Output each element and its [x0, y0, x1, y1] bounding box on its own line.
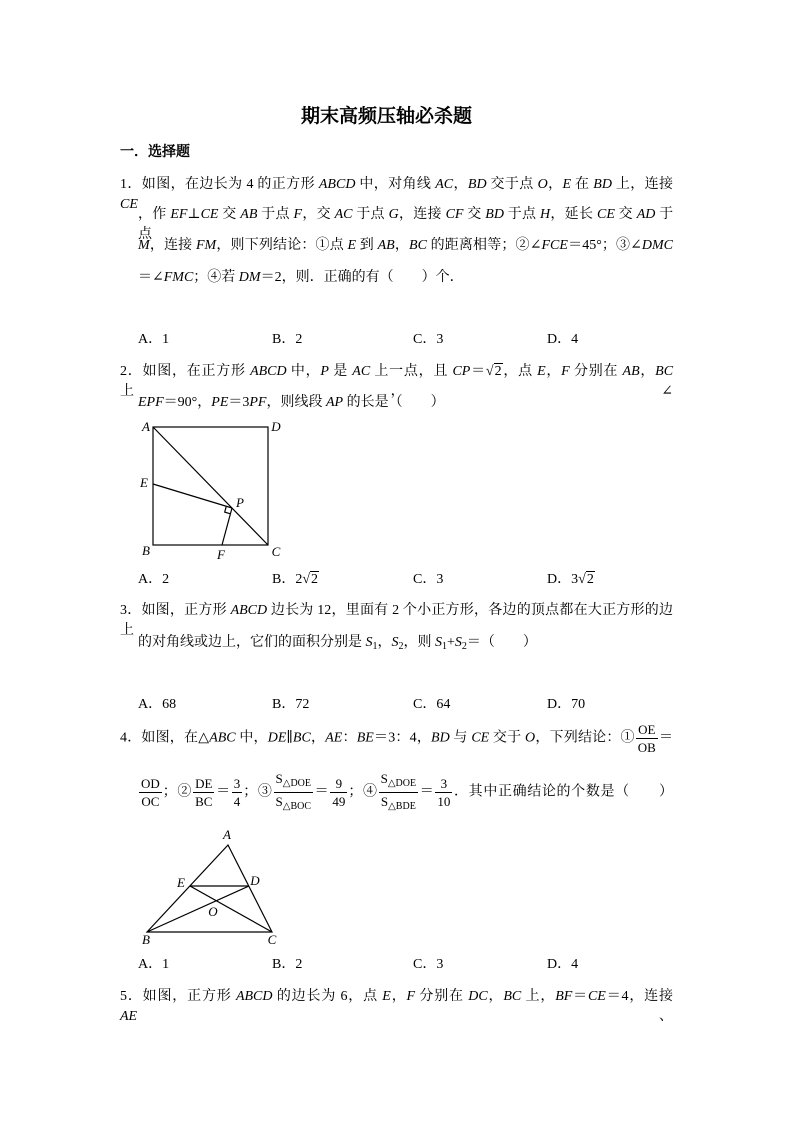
- math-variable: EF: [170, 207, 188, 222]
- math-variable: ABCD: [250, 364, 287, 379]
- fraction-denominator: BC: [195, 794, 213, 809]
- math-variable: CP: [452, 364, 471, 379]
- label-o: O: [208, 904, 218, 919]
- question-1-option-a[interactable]: A．1: [138, 332, 170, 347]
- fraction-denominator: OC: [141, 794, 160, 809]
- label-f: F: [217, 547, 225, 562]
- math-variable: BD: [431, 730, 450, 746]
- math-variable: AD: [636, 207, 656, 222]
- math-variable: BD: [593, 177, 612, 192]
- question-3-line-2: 的对角线或边上，它们的面积分别是 $S_1$，$S_2$，则 $S_1+S_2=$（ ）: [138, 635, 537, 652]
- fraction: [274, 771, 314, 814]
- question-4-triangle-figure: [135, 820, 290, 950]
- question-1-option-c[interactable]: C．3: [413, 332, 444, 347]
- fraction: [232, 776, 243, 809]
- label-e: E: [140, 475, 148, 490]
- question-3-option-d[interactable]: D．70: [547, 697, 586, 712]
- math-variable: AB: [622, 364, 640, 379]
- label-e: E: [177, 875, 185, 890]
- question-3-option-b[interactable]: B．72: [272, 697, 310, 712]
- fraction-denominator: $S_{\triangle BOC}$: [275, 794, 312, 812]
- math-variable: E: [382, 989, 391, 1004]
- question-2-line-2: EPF＝90°，PE＝3PF，则线段 AP 的长是（ ）: [138, 395, 445, 410]
- fraction: [330, 776, 347, 809]
- math-variable: M: [138, 238, 150, 253]
- math-variable: CE: [471, 730, 490, 746]
- diagonal-ac: [153, 427, 268, 545]
- segment-bd: [147, 886, 249, 932]
- question-4-line-1: 4．如图，在△ABC 中，DE∥BC，AE：BE＝3：4，BD 与 CE 交于 O，下列结论：① $\frac{OE}{OB}$ ＝: [120, 722, 674, 755]
- subscript: 2: [398, 641, 404, 652]
- subscript: △DOE: [387, 778, 417, 789]
- question-1-line-3: M，连接 FM，则下列结论：①点 E 到 AB，BC 的距离相等；②∠FCE＝45°；③∠DMC: [138, 238, 674, 253]
- math-variable: FCE: [541, 238, 568, 253]
- subscript: △DOE: [282, 778, 311, 789]
- label-p: P: [236, 495, 244, 510]
- label-d: D: [271, 419, 281, 434]
- math-variable: AC: [435, 177, 454, 192]
- math-variable: ABCD: [230, 603, 268, 618]
- square-root: [302, 571, 319, 587]
- math-variable: PF: [249, 395, 267, 410]
- math-variable: S: [365, 635, 373, 650]
- math-variable: AC: [352, 364, 371, 379]
- fraction-denominator: OB: [637, 740, 656, 755]
- question-3-option-a[interactable]: A．68: [138, 697, 177, 712]
- question-3-line-1: 3．如图，正方形 ABCD 边长为 12，里面有 2 个小正方形，各边的顶点都在大正方形的边上: [120, 603, 673, 638]
- question-4-option-b[interactable]: B．2: [272, 957, 303, 972]
- square-root: [578, 571, 595, 587]
- math-variable: S: [454, 635, 462, 650]
- math-variable: CE: [596, 207, 615, 222]
- question-4-option-c[interactable]: C．3: [413, 957, 444, 972]
- question-3-option-c[interactable]: C．64: [413, 697, 451, 712]
- question-2-option-c[interactable]: C．3: [413, 572, 444, 587]
- subscript: 1: [372, 641, 378, 652]
- fraction-numerator: $S_{\triangle DOE}$: [274, 771, 314, 793]
- math-variable: BC: [292, 730, 311, 746]
- math-variable: BF: [555, 989, 573, 1004]
- question-5-line-1: 5．如图，正方形 ABCD 的边长为 6，点 E，F 分别在 DC，BC 上，BF＝CE＝4，连接 AE、: [120, 989, 673, 1024]
- question-4-option-d[interactable]: D．4: [547, 957, 579, 972]
- question-4-line-2: $\frac{OD}{OC}$ ；② $\frac{DE}{BC}$ ＝ $\frac{3}{4}$ ；③ $\frac{S_{\triangle DOE}}{S_{\triangle BOC}}$ ＝ $\frac{9}{49}$ ；④ $\frac{S_{\triangle DOE}}{S_{\triangle BDE}}$ ＝ $\frac{3}{10}$ ．其中正确结论的个数是（ ）: [141, 771, 674, 812]
- question-4-option-a[interactable]: A．1: [138, 957, 170, 972]
- math-variable: AC: [334, 207, 353, 222]
- math-variable: DM: [238, 270, 261, 285]
- question-2-line-1: 2．如图，在正方形 ABCD 中，P 是 AC 上一点，且 CP＝√ 2，点 E，F 分别在 AB，BC 上，∠: [120, 362, 673, 382]
- question-2-option-a[interactable]: A．2: [138, 572, 170, 587]
- fraction-numerator: 3: [233, 776, 241, 791]
- fraction-numerator: DE: [195, 776, 213, 791]
- math-variable: FM: [196, 238, 217, 253]
- fraction-denominator: $S_{\triangle BDE}$: [380, 794, 416, 812]
- math-variable: BC: [409, 238, 427, 253]
- math-variable: CE: [120, 197, 138, 212]
- question-1-line-4: ＝∠FMC；④若 DM＝2，则．正确的有（ ）个．: [138, 270, 464, 285]
- fraction-numerator: OD: [141, 776, 160, 791]
- math-variable: ABCD: [318, 177, 356, 192]
- math-variable: F: [561, 364, 570, 379]
- fraction: [435, 776, 452, 809]
- section-heading: 一．选择题: [120, 145, 190, 160]
- math-variable: E: [347, 238, 357, 253]
- label-c: C: [271, 544, 281, 559]
- question-2-option-b[interactable]: B．2√ 2: [272, 570, 319, 590]
- math-variable: F: [293, 207, 303, 222]
- math-variable: E: [562, 177, 572, 192]
- fraction-denominator: 49: [332, 794, 346, 809]
- label-c: C: [267, 932, 277, 947]
- label-a: A: [223, 827, 231, 842]
- fraction: [636, 722, 658, 755]
- fraction: [379, 771, 418, 814]
- question-1-option-d[interactable]: D．4: [547, 332, 579, 347]
- math-variable: BD: [467, 177, 487, 192]
- fraction-numerator: $S_{\triangle DOE}$: [379, 771, 418, 793]
- math-variable: ABC: [209, 730, 236, 746]
- math-variable: FMC: [163, 270, 194, 285]
- math-variable: S: [391, 635, 399, 650]
- fraction-denominator: 10: [437, 794, 451, 809]
- fraction: [139, 776, 162, 809]
- math-variable: S: [435, 635, 442, 650]
- math-variable: BC: [655, 364, 674, 379]
- subscript: 2: [461, 641, 467, 652]
- math-variable: PE: [211, 395, 229, 410]
- math-variable: F: [406, 989, 416, 1004]
- math-variable: O: [525, 730, 536, 746]
- math-variable: O: [537, 177, 548, 192]
- math-variable: CE: [587, 989, 606, 1004]
- question-1-line-2: ，作 EF⊥CE 交 AB 于点 F，交 AC 于点 G，连接 CF 交 BD 于点 H，延长 CE 交 AD 于点: [138, 207, 674, 242]
- fraction-denominator: 4: [233, 794, 241, 809]
- math-variable: DC: [468, 989, 488, 1004]
- math-variable: DE: [267, 730, 287, 746]
- math-variable: AB: [240, 207, 258, 222]
- radicand: 2: [311, 572, 319, 587]
- question-2-option-d[interactable]: D．3√ 2: [547, 570, 595, 590]
- label-a: A: [142, 419, 150, 434]
- math-variable: BE: [356, 730, 374, 746]
- label-b: B: [142, 932, 150, 947]
- math-variable: DMC: [641, 238, 674, 253]
- fraction-numerator: 3: [435, 776, 452, 793]
- math-variable: AP: [325, 395, 344, 410]
- math-variable: G: [388, 207, 399, 222]
- math-variable: ABCD: [235, 989, 273, 1004]
- segment-pf: [222, 508, 232, 545]
- fraction: [193, 776, 214, 809]
- math-variable: E: [537, 364, 546, 379]
- question-2-square-figure: [135, 415, 285, 565]
- math-variable: EPF: [138, 395, 164, 410]
- math-variable: CF: [445, 207, 464, 222]
- square-root: [486, 363, 503, 379]
- subscript: 1: [442, 641, 447, 652]
- math-variable: AE: [120, 1009, 138, 1024]
- fraction-numerator: OE: [636, 722, 658, 739]
- radicand: 2: [586, 572, 594, 587]
- subscript: △BOC: [282, 801, 312, 812]
- math-variable: BC: [503, 989, 522, 1004]
- question-1-line-1: 1．如图，在边长为 4 的正方形 ABCD 中，对角线 AC，BD 交于点 O，E 在 BD 上，连接 CE: [120, 177, 674, 212]
- math-variable: H: [540, 207, 551, 222]
- fraction-numerator: 9: [330, 776, 347, 793]
- radicand: 2: [494, 364, 502, 379]
- label-b: B: [142, 543, 150, 558]
- math-variable: CE: [200, 207, 219, 222]
- math-variable: AB: [377, 238, 395, 253]
- question-1-option-b[interactable]: B．2: [272, 332, 303, 347]
- math-variable: AE: [325, 730, 343, 746]
- math-variable: P: [320, 364, 329, 379]
- label-d: D: [250, 873, 260, 888]
- page-title: 期末高频压轴必杀题: [300, 106, 472, 127]
- math-variable: BD: [485, 207, 504, 222]
- subscript: △BDE: [388, 801, 416, 812]
